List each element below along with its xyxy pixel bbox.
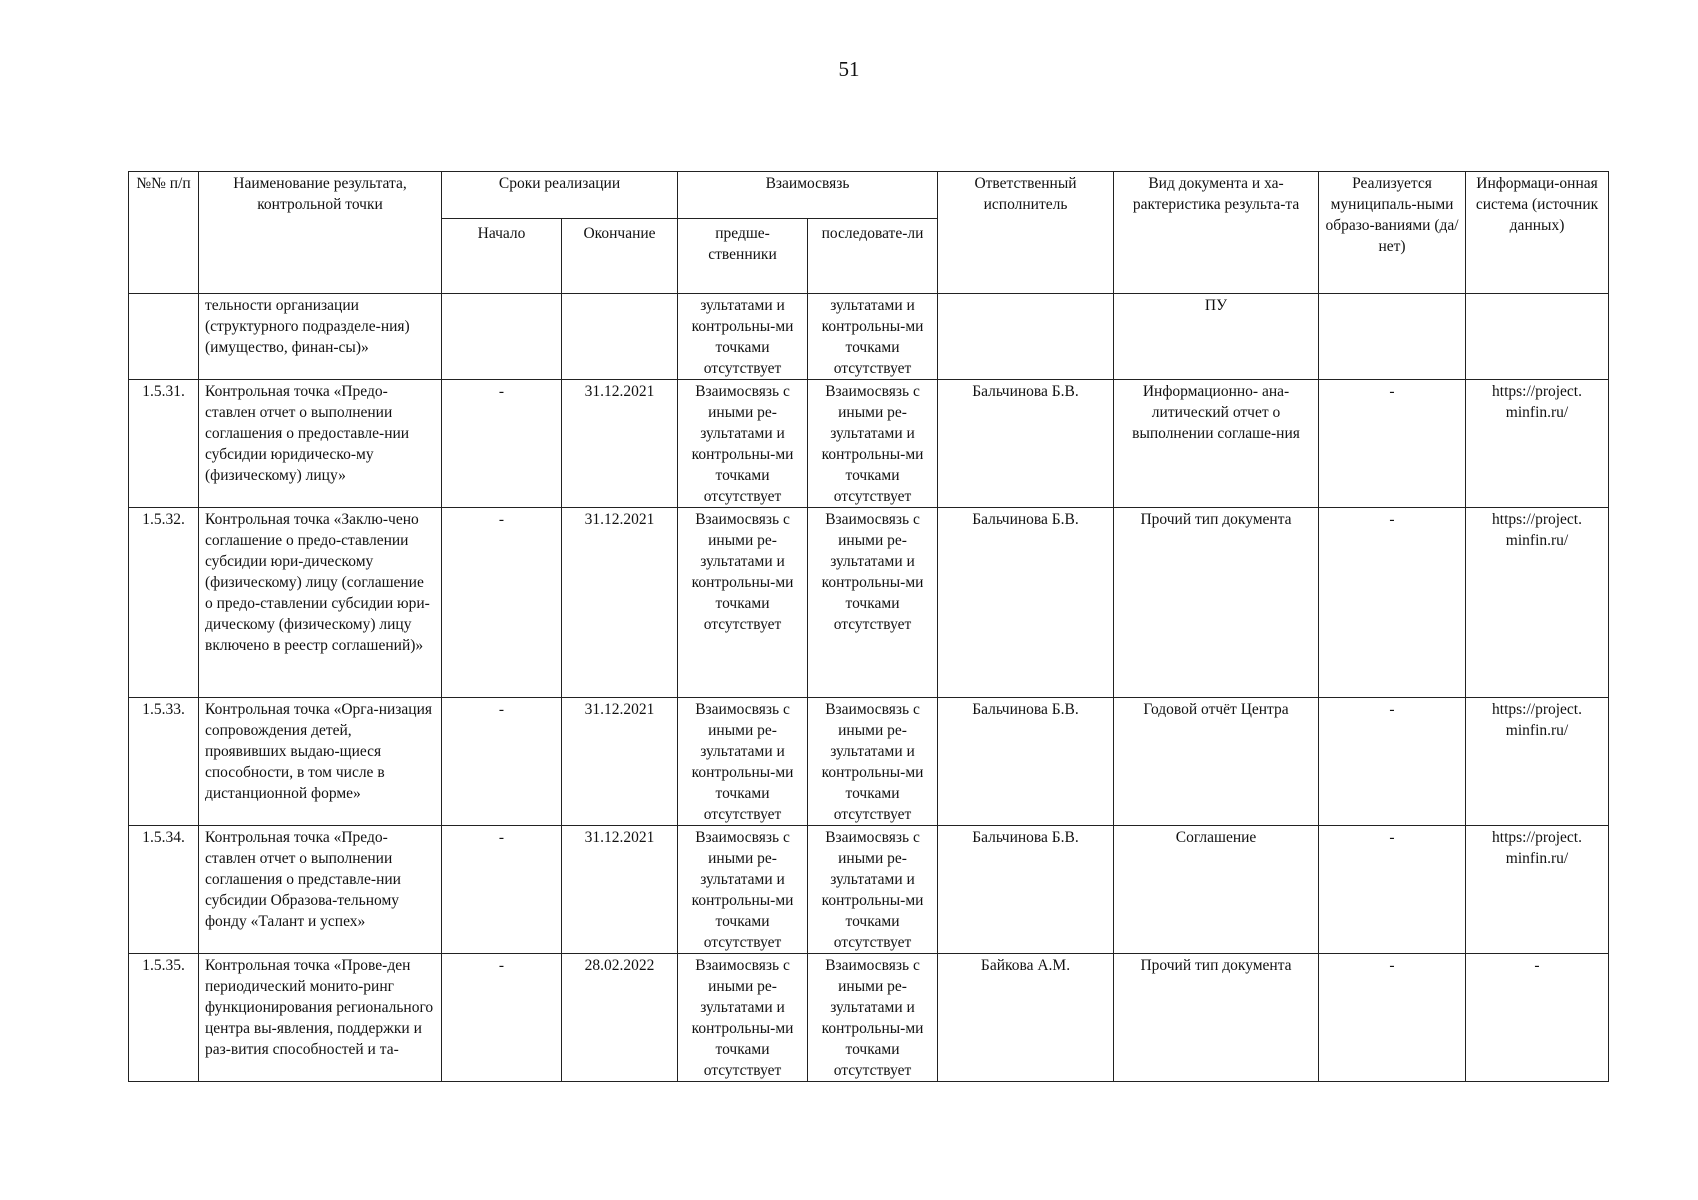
cell-num: 1.5.31. [129,380,199,508]
cell-start: - [442,954,562,1082]
cell-doc-type: Соглашение [1114,826,1319,954]
cell-next: Взаимосвязь с иными ре-зультатами и контрольны-ми точками отсутствует [808,508,938,698]
cell-next: Взаимосвязь с иными ре-зультатами и контрольны-ми точками отсутствует [808,954,938,1082]
cell-doc-type: Годовой отчёт Центра [1114,698,1319,826]
cell-end: 31.12.2021 [562,380,678,508]
results-table [128,171,1609,1082]
cell-name: Контрольная точка «Заклю-чено соглашение о предо-ставлении субсидии юри-дическому (физическому) лицу (соглашение о предо-ставлении субсидии юри-дическому (физическому) лицу включено в реестр соглашений)» [199,508,442,698]
cell-responsible: Бальчинова Б.В. [938,380,1114,508]
cell-responsible: Бальчинова Б.В. [938,508,1114,698]
cell-prev: Взаимосвязь с иными ре-зультатами и контрольны-ми точками отсутствует [678,698,808,826]
cell-prev: Взаимосвязь с иными ре-зультатами и контрольны-ми точками отсутствует [678,508,808,698]
header-num: №№ п/п [129,172,199,294]
cell-municipal: - [1319,508,1466,698]
cell-municipal [1319,294,1466,380]
header-name: Наименование результата, контрольной точки [199,172,442,294]
table-row [129,826,1609,954]
cell-responsible: Байкова А.М. [938,954,1114,1082]
header-info-system: Информаци-онная система (источник данных) [1466,172,1609,294]
table-row [129,380,1609,508]
cell-responsible: Бальчинова Б.В. [938,826,1114,954]
table-row [129,954,1609,1082]
table-row [129,508,1609,698]
cell-name: тельности организации (структурного подразделе-ния) (имущество, финан-сы)» [199,294,442,380]
cell-responsible [938,294,1114,380]
cell-end: 28.02.2022 [562,954,678,1082]
cell-next: зультатами и контрольны-ми точками отсутствует [808,294,938,380]
cell-prev: Взаимосвязь с иными ре-зультатами и контрольны-ми точками отсутствует [678,826,808,954]
cell-num: 1.5.33. [129,698,199,826]
cell-info-system: https://project. minfin.ru/ [1466,508,1609,698]
cell-num [129,294,199,380]
header-relation: Взаимосвязь [678,172,938,219]
cell-num: 1.5.34. [129,826,199,954]
cell-doc-type: Прочий тип документа [1114,508,1319,698]
cell-prev: зультатами и контрольны-ми точками отсутствует [678,294,808,380]
cell-info-system: https://project. minfin.ru/ [1466,826,1609,954]
cell-num: 1.5.35. [129,954,199,1082]
cell-prev: Взаимосвязь с иными ре-зультатами и контрольны-ми точками отсутствует [678,954,808,1082]
cell-start [442,294,562,380]
cell-municipal: - [1319,380,1466,508]
header-responsible: Ответственный исполнитель [938,172,1114,294]
cell-name: Контрольная точка «Предо-ставлен отчет о выполнении соглашения о представле-нии субсидии Образова-тельному фонду «Талант и успех» [199,826,442,954]
table-row [129,698,1609,826]
cell-next: Взаимосвязь с иными ре-зультатами и контрольны-ми точками отсутствует [808,826,938,954]
cell-start: - [442,826,562,954]
header-municipal: Реализуется муниципаль-ными образо-ваниями (да/нет) [1319,172,1466,294]
cell-doc-type: ПУ [1114,294,1319,380]
cell-prev: Взаимосвязь с иными ре-зультатами и контрольны-ми точками отсутствует [678,380,808,508]
cell-end: 31.12.2021 [562,826,678,954]
cell-end: 31.12.2021 [562,698,678,826]
cell-municipal: - [1319,698,1466,826]
header-terms: Сроки реализации [442,172,678,219]
header-end: Окончание [562,219,678,294]
table-header-row [129,172,1609,219]
cell-start: - [442,698,562,826]
cell-num: 1.5.32. [129,508,199,698]
cell-info-system: https://project. minfin.ru/ [1466,698,1609,826]
cell-name: Контрольная точка «Прове-ден периодический монито-ринг функционирования регионального центра вы-явления, поддержки и раз-вития способностей и та- [199,954,442,1082]
cell-next: Взаимосвязь с иными ре-зультатами и контрольны-ми точками отсутствует [808,380,938,508]
cell-end: 31.12.2021 [562,508,678,698]
cell-municipal: - [1319,954,1466,1082]
cell-responsible: Бальчинова Б.В. [938,698,1114,826]
cell-doc-type: Информационно- ана-литический отчет о выполнении соглаше-ния [1114,380,1319,508]
cell-name: Контрольная точка «Орга-низация сопровождения детей, проявивших выдаю-щиеся способности, в том числе в дистанционной форме» [199,698,442,826]
cell-start: - [442,380,562,508]
table-row [129,294,1609,380]
cell-info-system: https://project. minfin.ru/ [1466,380,1609,508]
cell-info-system: - [1466,954,1609,1082]
cell-end [562,294,678,380]
header-start: Начало [442,219,562,294]
cell-next: Взаимосвязь с иными ре-зультатами и контрольны-ми точками отсутствует [808,698,938,826]
header-prev: предше-ственники [678,219,808,294]
header-next: последовате-ли [808,219,938,294]
page-number: 51 [838,57,860,81]
header-doc-type: Вид документа и ха-рактеристика результа-та [1114,172,1319,294]
cell-municipal: - [1319,826,1466,954]
cell-start: - [442,508,562,698]
cell-doc-type: Прочий тип документа [1114,954,1319,1082]
cell-name: Контрольная точка «Предо-ставлен отчет о выполнении соглашения о предоставле-нии субсидии юридическо-му (физическому) лицу» [199,380,442,508]
cell-info-system [1466,294,1609,380]
